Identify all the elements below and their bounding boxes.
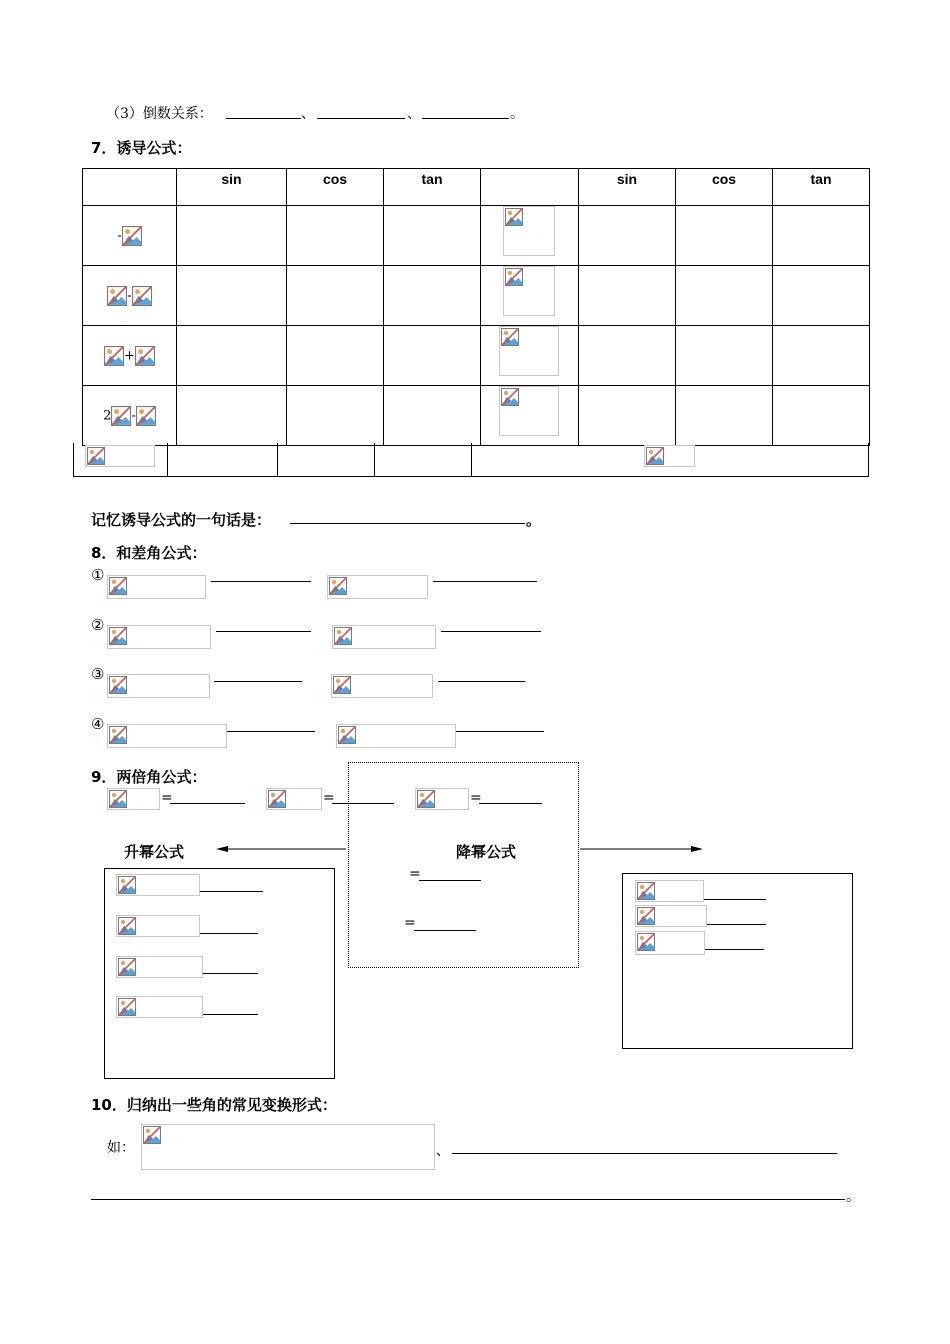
center-dotted-box xyxy=(348,762,579,968)
section-10-title: 10．归纳出一些角的常见变换形式： xyxy=(91,1096,337,1114)
answer-blank[interactable] xyxy=(227,731,315,732)
formula-image xyxy=(503,206,555,256)
table-cell[interactable] xyxy=(579,326,676,386)
table-cell[interactable] xyxy=(676,206,773,266)
answer-blank[interactable] xyxy=(452,1153,837,1154)
item-number: ③ xyxy=(91,665,105,683)
minus-sign: - xyxy=(117,228,122,243)
answer-blank[interactable] xyxy=(216,631,311,632)
answer-blank[interactable] xyxy=(200,933,258,934)
broken-image-icon xyxy=(637,933,655,951)
formula-image xyxy=(503,266,555,316)
table-cell[interactable] xyxy=(676,266,773,326)
broken-image-icon xyxy=(109,790,127,808)
formula-image xyxy=(266,788,322,810)
header-sin: sin xyxy=(177,169,287,206)
table-row xyxy=(83,386,870,446)
separator: 、 xyxy=(301,106,315,122)
table-cell[interactable] xyxy=(384,206,481,266)
plus-sign: + xyxy=(124,348,135,363)
answer-blank[interactable] xyxy=(290,523,525,524)
answer-blank[interactable] xyxy=(214,681,302,682)
table-cell xyxy=(481,326,579,386)
answer-blank[interactable] xyxy=(419,880,481,881)
period: 。 xyxy=(526,511,542,529)
table-cell[interactable] xyxy=(287,206,384,266)
broken-image-icon xyxy=(109,676,127,694)
lower-power-label: 降幂公式 xyxy=(456,843,517,861)
table-cell[interactable] xyxy=(287,386,384,446)
item-number: ① xyxy=(91,566,105,584)
table-cell[interactable] xyxy=(579,266,676,326)
header-cell xyxy=(83,169,177,206)
answer-blank[interactable] xyxy=(414,930,476,931)
table-cell[interactable] xyxy=(773,206,870,266)
table-cell xyxy=(481,386,579,446)
table-cell[interactable] xyxy=(773,266,870,326)
equals-sign: = xyxy=(470,790,482,806)
separator: 、 xyxy=(436,1143,450,1159)
broken-image-icon xyxy=(505,268,523,286)
formula-image xyxy=(85,445,155,467)
answer-blank[interactable] xyxy=(441,631,541,632)
broken-image-icon xyxy=(87,447,105,465)
formula-image xyxy=(331,674,433,698)
formula-image xyxy=(644,445,695,467)
divider xyxy=(277,443,278,477)
broken-image-icon xyxy=(268,790,286,808)
broken-image-icon xyxy=(501,328,519,346)
broken-image-icon xyxy=(132,286,152,306)
broken-image-icon xyxy=(109,627,127,645)
broken-image-icon xyxy=(122,226,142,246)
minus-sign: - xyxy=(131,408,136,423)
arrow-right-icon xyxy=(579,842,707,856)
answer-blank[interactable] xyxy=(226,118,301,119)
answer-blank[interactable] xyxy=(438,681,525,682)
formula-image xyxy=(499,386,559,436)
period: 。 xyxy=(846,1189,860,1205)
table-cell xyxy=(481,206,579,266)
answer-blank[interactable] xyxy=(170,803,245,804)
formula-image xyxy=(141,1124,435,1170)
formula-image xyxy=(107,625,211,649)
answer-blank[interactable] xyxy=(456,731,544,732)
header-sin: sin xyxy=(579,169,676,206)
table-cell[interactable] xyxy=(177,386,287,446)
answer-blank[interactable] xyxy=(705,949,764,950)
formula-image xyxy=(116,874,200,896)
equals-sign: = xyxy=(404,915,416,931)
table-cell[interactable] xyxy=(384,266,481,326)
equals-sign: = xyxy=(161,790,173,806)
formula-image xyxy=(635,880,704,902)
row-label xyxy=(83,386,177,446)
divider xyxy=(167,443,168,477)
broken-image-icon xyxy=(136,406,156,426)
broken-image-icon xyxy=(501,388,519,406)
arrow-left-icon xyxy=(212,842,348,856)
minus-sign: - xyxy=(127,288,132,303)
formula-image xyxy=(635,931,705,955)
table-cell[interactable] xyxy=(287,266,384,326)
broken-image-icon xyxy=(118,917,136,935)
formula-image xyxy=(107,575,206,599)
formula-image xyxy=(336,724,456,748)
table-cell[interactable] xyxy=(579,386,676,446)
formula-image xyxy=(332,625,436,649)
table-cell[interactable] xyxy=(177,206,287,266)
coefficient: 2 xyxy=(103,408,112,423)
equals-sign: = xyxy=(409,866,421,882)
answer-blank[interactable] xyxy=(203,973,258,974)
table-cell[interactable] xyxy=(676,386,773,446)
table-cell[interactable] xyxy=(676,326,773,386)
table-cell[interactable] xyxy=(384,386,481,446)
broken-image-icon xyxy=(329,577,347,595)
table-cell[interactable] xyxy=(384,326,481,386)
broken-image-icon xyxy=(646,447,664,465)
formula-image xyxy=(116,915,200,937)
row-label xyxy=(83,266,177,326)
answer-blank[interactable] xyxy=(211,581,311,582)
table-cell[interactable] xyxy=(177,266,287,326)
formula-image xyxy=(107,724,227,748)
formula-image xyxy=(107,788,160,810)
answer-blank[interactable] xyxy=(422,118,509,119)
answer-blank[interactable] xyxy=(317,118,405,119)
answer-blank[interactable] xyxy=(704,899,766,900)
formula-image xyxy=(116,996,203,1018)
broken-image-icon xyxy=(505,208,523,226)
header-tan: tan xyxy=(773,169,870,206)
broken-image-icon xyxy=(143,1126,161,1144)
formula-image xyxy=(116,956,203,978)
answer-blank[interactable] xyxy=(707,924,766,925)
broken-image-icon xyxy=(104,346,124,366)
section-7-title: 7．诱导公式： xyxy=(91,139,192,157)
broken-image-icon xyxy=(333,676,351,694)
broken-image-icon xyxy=(135,346,155,366)
table-cell[interactable] xyxy=(773,326,870,386)
broken-image-icon xyxy=(637,882,655,900)
divider xyxy=(374,443,375,477)
row-label xyxy=(83,326,177,386)
header-cell xyxy=(481,169,579,206)
broken-image-icon xyxy=(637,907,655,925)
table-cell[interactable] xyxy=(579,206,676,266)
period: 。 xyxy=(510,106,524,122)
answer-blank[interactable] xyxy=(91,1199,845,1200)
item-number: ④ xyxy=(91,715,105,733)
formula-image xyxy=(499,326,559,376)
broken-image-icon xyxy=(118,876,136,894)
table-header-row xyxy=(83,169,870,206)
section-9-title: 9．两倍角公式： xyxy=(91,768,207,786)
broken-image-icon xyxy=(109,726,127,744)
item-number: ② xyxy=(91,616,105,634)
broken-image-icon xyxy=(118,958,136,976)
table-cell[interactable] xyxy=(773,386,870,446)
formula-image xyxy=(107,674,210,698)
table-cell[interactable] xyxy=(287,326,384,386)
table-cell xyxy=(481,266,579,326)
example-prefix: 如： xyxy=(107,1140,135,1156)
header-cos: cos xyxy=(287,169,384,206)
header-tan: tan xyxy=(384,169,481,206)
reciprocal-label: （3）倒数关系： xyxy=(106,106,213,122)
broken-image-icon xyxy=(107,286,127,306)
separator: 、 xyxy=(407,106,421,122)
memory-label: 记忆诱导公式的一句话是： xyxy=(91,511,272,529)
answer-blank[interactable] xyxy=(200,891,263,892)
equals-sign: = xyxy=(323,790,335,806)
answer-blank[interactable] xyxy=(433,581,537,582)
divider xyxy=(471,443,472,477)
formula-image xyxy=(327,575,428,599)
broken-image-icon xyxy=(111,406,131,426)
broken-image-icon xyxy=(334,627,352,645)
table-row xyxy=(83,206,870,266)
broken-image-icon xyxy=(109,577,127,595)
table-row xyxy=(83,326,870,386)
induction-formula-table xyxy=(82,168,870,446)
table-cell[interactable] xyxy=(177,326,287,386)
broken-image-icon xyxy=(118,998,136,1016)
answer-blank[interactable] xyxy=(203,1014,258,1015)
section-8-title: 8．和差角公式： xyxy=(91,544,207,562)
raise-power-label: 升幂公式 xyxy=(124,843,185,861)
table-row xyxy=(83,266,870,326)
formula-image xyxy=(635,905,707,927)
broken-image-icon xyxy=(338,726,356,744)
header-cos: cos xyxy=(676,169,773,206)
row-label xyxy=(83,206,177,266)
